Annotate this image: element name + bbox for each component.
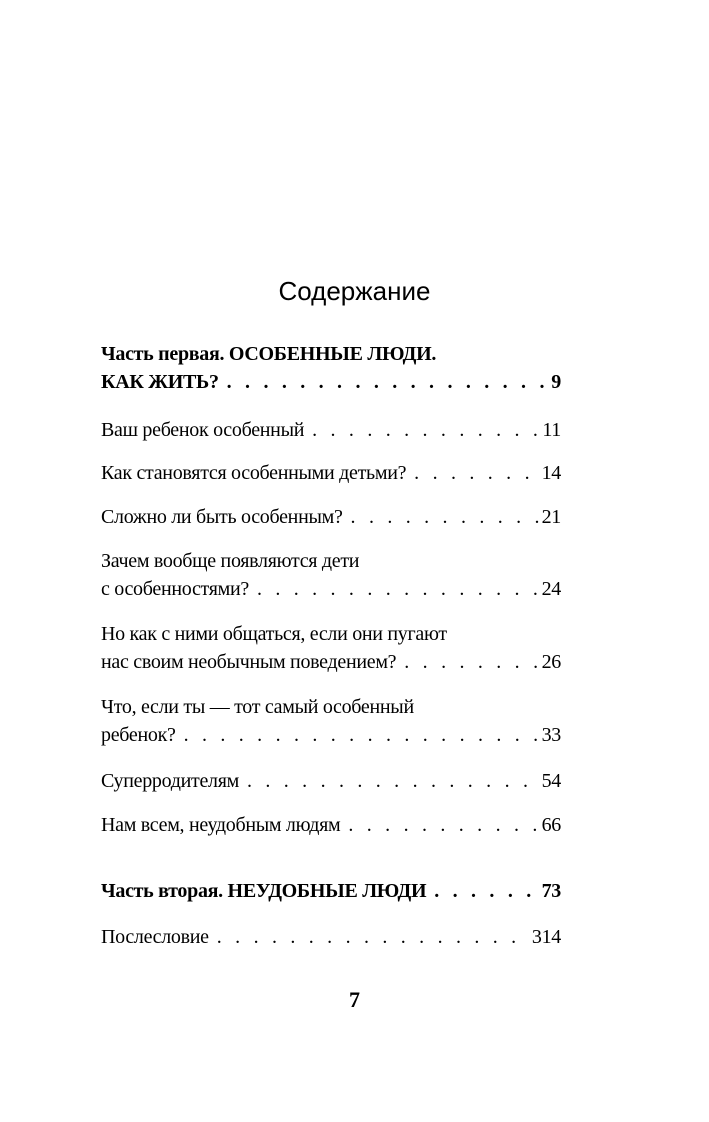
toc-entry-title: КАК ЖИТЬ? [101,371,219,393]
toc-page-number: 314 [531,926,561,948]
toc-entry-line [101,459,561,487]
dot-leader [312,416,539,444]
toc-entry-line [101,721,561,749]
page-number: 7 [349,987,360,1012]
toc-entry-title: с особенностями? [101,578,249,600]
toc-page-number: 26 [541,651,561,673]
contents-heading: Содержание [278,276,431,306]
toc-entry-line [101,575,561,603]
toc-entry-line [101,648,561,676]
toc-entry-title: Суперродителям [101,770,239,792]
toc-entry-title: Но как с ними общаться, если они пугают [101,623,447,645]
toc-entry-title: Послесловие [101,926,209,948]
toc-entry[interactable] [101,416,561,444]
toc-entry-title: Ваш ребенок особенный [101,419,305,441]
dot-leader [434,877,538,905]
toc-entry-line [101,416,561,444]
toc-entry-part-two[interactable] [101,877,561,905]
dot-leader [247,767,539,795]
toc-entry-line [101,923,561,951]
toc-page-number: 21 [541,506,561,528]
toc-page-number: 9 [551,371,561,393]
toc-entry-line [101,811,561,839]
toc-page-number: 54 [541,770,561,792]
toc-entry-title: Что, если ты — тот самый особенный [101,696,414,718]
toc-entry-line [101,368,561,396]
toc-entry-title: Зачем вообще появляются дети [101,550,360,572]
dot-leader [217,923,529,951]
toc-entry[interactable] [101,811,561,839]
toc-entry-title: ребенок? [101,724,176,746]
toc-entry-line [101,767,561,795]
toc-entry-line [101,547,561,575]
toc-page-number: 66 [541,814,561,836]
toc-entry[interactable] [101,547,561,603]
dot-leader [227,368,549,396]
toc-entry-title: Часть первая. ОСОБЕННЫЕ ЛЮДИ. [101,343,437,365]
toc-entry[interactable] [101,459,561,487]
toc-page-number: 11 [542,419,561,441]
toc-entry-title: Часть вторая. НЕУДОБНЫЕ ЛЮДИ [101,880,427,902]
toc-page-number: 33 [541,724,561,746]
toc-entry-line [101,620,561,648]
dot-leader [257,575,539,603]
toc-entry-line [101,503,561,531]
toc-entry-line [101,877,561,905]
toc-entry-title: Как становятся особенными детьми? [101,462,407,484]
dot-leader [414,459,538,487]
toc-entry-line [101,693,561,721]
toc-entry[interactable] [101,693,561,749]
toc-entry[interactable] [101,620,561,676]
toc-entry[interactable] [101,923,561,951]
toc-page-number: 24 [541,578,561,600]
toc-entry-title: Нам всем, неудобным людям [101,814,341,836]
toc-page-number: 14 [541,462,561,484]
toc-entry-line [101,340,561,368]
dot-leader [351,503,539,531]
dot-leader [348,811,538,839]
toc-entry[interactable] [101,503,561,531]
toc-entry-title: Сложно ли быть особенным? [101,506,343,528]
toc-entry[interactable] [101,767,561,795]
dot-leader [404,648,538,676]
toc-page-number: 73 [541,880,561,902]
dot-leader [184,721,539,749]
toc-entry-part-one[interactable] [101,340,561,396]
toc-entry-title: нас своим необычным поведением? [101,651,397,673]
